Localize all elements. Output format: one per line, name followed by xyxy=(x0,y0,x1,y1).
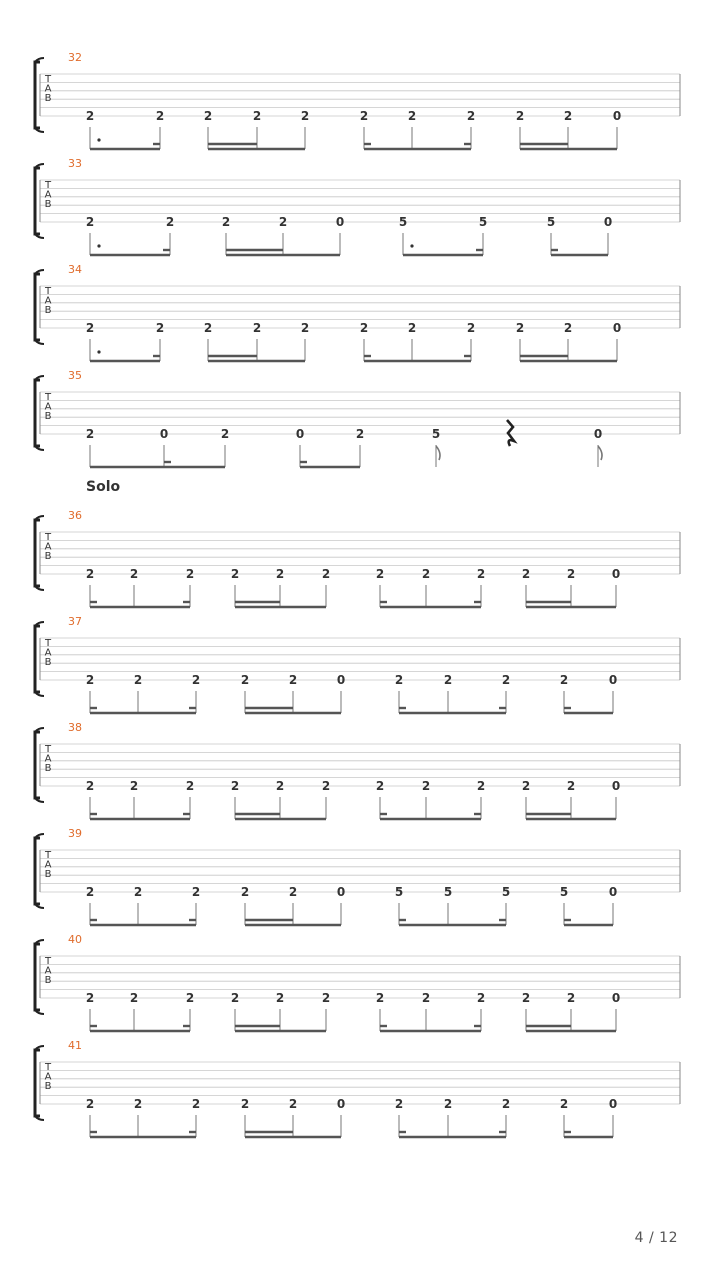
tab-clef-letter: T xyxy=(44,956,52,967)
fret-number: 2 xyxy=(407,109,417,123)
fret-number: 2 xyxy=(394,673,404,687)
dot xyxy=(410,244,413,247)
fret-number: 0 xyxy=(608,673,618,687)
beat-group xyxy=(204,109,309,149)
note-flag xyxy=(436,446,440,460)
tab-clef-letter: B xyxy=(44,551,52,562)
fret-number: 2 xyxy=(566,567,576,581)
beat-group xyxy=(516,321,621,361)
tab-system xyxy=(35,615,680,713)
measure-number: 37 xyxy=(68,615,82,628)
note-flag xyxy=(598,446,602,460)
system-bracket xyxy=(35,626,40,692)
fret-number: 2 xyxy=(275,567,285,581)
beat-group xyxy=(507,420,514,446)
fret-number: 2 xyxy=(133,885,143,899)
beat-group xyxy=(86,109,164,149)
tab-clef-letter: A xyxy=(44,965,52,977)
fret-number: 2 xyxy=(288,1097,298,1111)
fret-number: 2 xyxy=(85,991,95,1005)
beat-group xyxy=(432,427,440,467)
beat-group xyxy=(222,215,344,255)
measure-number: 41 xyxy=(68,1039,82,1052)
beat-group xyxy=(376,779,485,819)
fret-number: 5 xyxy=(501,885,511,899)
quarter-rest xyxy=(507,420,514,446)
fret-number: 2 xyxy=(421,991,431,1005)
fret-number: 2 xyxy=(466,321,476,335)
fret-number: 0 xyxy=(593,427,603,441)
fret-number: 2 xyxy=(288,673,298,687)
fret-number: 2 xyxy=(165,215,175,229)
beat-group xyxy=(231,567,330,607)
tab-clef-letter: T xyxy=(44,850,52,861)
system-bracket xyxy=(35,274,40,340)
fret-number: 5 xyxy=(559,885,569,899)
fret-number: 0 xyxy=(612,321,622,335)
fret-number: 2 xyxy=(359,321,369,335)
fret-number: 2 xyxy=(476,991,486,1005)
fret-number: 0 xyxy=(336,673,346,687)
fret-number: 2 xyxy=(230,779,240,793)
fret-number: 2 xyxy=(321,567,331,581)
beat-group xyxy=(241,885,345,925)
fret-number: 2 xyxy=(521,991,531,1005)
fret-number: 2 xyxy=(275,779,285,793)
fret-number: 2 xyxy=(240,1097,250,1111)
system-bracket xyxy=(35,732,40,798)
fret-number: 2 xyxy=(515,321,525,335)
beat-group xyxy=(86,991,194,1031)
tab-clef-letter: A xyxy=(44,83,52,95)
beat-group xyxy=(560,1097,617,1137)
tab-clef-letter: A xyxy=(44,189,52,201)
fret-number: 0 xyxy=(608,885,618,899)
tab-clef-letter: A xyxy=(44,1071,52,1083)
fret-number: 5 xyxy=(443,885,453,899)
fret-number: 2 xyxy=(559,673,569,687)
fret-number: 0 xyxy=(611,991,621,1005)
beat-group xyxy=(594,427,602,467)
beat-group xyxy=(86,885,200,925)
fret-number: 2 xyxy=(566,991,576,1005)
tab-clef-letter: A xyxy=(44,859,52,871)
beat-group xyxy=(86,567,194,607)
beat-group xyxy=(86,215,174,255)
tab-system xyxy=(35,479,680,607)
beat-group xyxy=(231,779,330,819)
fret-number: 2 xyxy=(85,109,95,123)
beat-group xyxy=(204,321,309,361)
section-label: Solo xyxy=(86,479,121,495)
fret-number: 2 xyxy=(476,567,486,581)
fret-number: 2 xyxy=(240,673,250,687)
tab-clef-letter: T xyxy=(44,532,52,543)
fret-number: 2 xyxy=(85,567,95,581)
fret-number: 2 xyxy=(300,321,310,335)
fret-number: 2 xyxy=(191,885,201,899)
fret-number: 2 xyxy=(230,991,240,1005)
fret-number: 5 xyxy=(394,885,404,899)
fret-number: 2 xyxy=(521,779,531,793)
fret-number: 2 xyxy=(321,779,331,793)
beat-group xyxy=(241,1097,345,1137)
fret-number: 2 xyxy=(501,1097,511,1111)
dot xyxy=(97,350,100,353)
tab-system xyxy=(35,51,680,149)
fret-number: 2 xyxy=(563,109,573,123)
fret-number: 2 xyxy=(421,567,431,581)
fret-number: 2 xyxy=(566,779,576,793)
measure-number: 32 xyxy=(68,51,82,64)
fret-number: 2 xyxy=(203,109,213,123)
beat-group xyxy=(395,673,510,713)
fret-number: 2 xyxy=(203,321,213,335)
fret-number: 2 xyxy=(191,1097,201,1111)
fret-number: 0 xyxy=(336,1097,346,1111)
fret-number: 2 xyxy=(394,1097,404,1111)
measure-number: 33 xyxy=(68,157,82,170)
beat-group xyxy=(560,673,617,713)
fret-number: 2 xyxy=(230,567,240,581)
tab-clef-letter: B xyxy=(44,975,52,986)
tab-clef-letter: A xyxy=(44,753,52,765)
fret-number: 2 xyxy=(221,215,231,229)
beat-group xyxy=(522,567,620,607)
beat-group xyxy=(360,109,475,149)
system-bracket xyxy=(35,944,40,1010)
tab-system xyxy=(35,263,680,361)
fret-number: 5 xyxy=(398,215,408,229)
dot xyxy=(97,244,100,247)
fret-number: 2 xyxy=(133,1097,143,1111)
fret-number: 0 xyxy=(159,427,169,441)
beat-group xyxy=(376,991,485,1031)
beat-group xyxy=(399,215,487,255)
tab-clef-letter: T xyxy=(44,180,52,191)
fret-number: 2 xyxy=(85,215,95,229)
page-number: 4 / 12 xyxy=(634,1230,678,1246)
fret-number: 2 xyxy=(185,991,195,1005)
tab-clef-letter: A xyxy=(44,541,52,553)
beat-group xyxy=(86,1097,200,1137)
measure-number: 35 xyxy=(68,369,82,382)
system-bracket xyxy=(35,838,40,904)
beat-group xyxy=(522,779,620,819)
fret-number: 0 xyxy=(603,215,613,229)
tab-system xyxy=(35,827,680,925)
fret-number: 5 xyxy=(431,427,441,441)
beat-group xyxy=(395,1097,510,1137)
system-bracket xyxy=(35,380,40,446)
fret-number: 2 xyxy=(300,109,310,123)
fret-number: 5 xyxy=(546,215,556,229)
fret-number: 2 xyxy=(443,673,453,687)
tab-clef-letter: B xyxy=(44,869,52,880)
dot xyxy=(97,138,100,141)
system-bracket xyxy=(35,62,40,128)
fret-number: 2 xyxy=(278,215,288,229)
beat-group xyxy=(522,991,620,1031)
beat-group xyxy=(86,673,200,713)
fret-number: 2 xyxy=(85,673,95,687)
tab-clef-letter: B xyxy=(44,411,52,422)
fret-number: 2 xyxy=(191,673,201,687)
fret-number: 2 xyxy=(321,991,331,1005)
fret-number: 0 xyxy=(336,885,346,899)
tab-system xyxy=(35,933,680,1031)
tab-system xyxy=(35,369,680,467)
beat-group xyxy=(296,427,364,467)
fret-number: 2 xyxy=(133,673,143,687)
tab-system xyxy=(35,1039,680,1137)
beat-group xyxy=(360,321,475,361)
beat-group xyxy=(547,215,612,255)
system-bracket xyxy=(35,168,40,234)
fret-number: 2 xyxy=(355,427,365,441)
fret-number: 0 xyxy=(295,427,305,441)
fret-number: 5 xyxy=(478,215,488,229)
tab-clef-letter: B xyxy=(44,93,52,104)
tab-clef-letter: B xyxy=(44,199,52,210)
tab-clef-letter: B xyxy=(44,657,52,668)
fret-number: 2 xyxy=(375,779,385,793)
fret-number: 2 xyxy=(563,321,573,335)
beat-group xyxy=(231,991,330,1031)
fret-number: 2 xyxy=(501,673,511,687)
fret-number: 2 xyxy=(466,109,476,123)
fret-number: 0 xyxy=(611,779,621,793)
fret-number: 0 xyxy=(612,109,622,123)
beat-group xyxy=(516,109,621,149)
measure-number: 39 xyxy=(68,827,82,840)
fret-number: 2 xyxy=(85,321,95,335)
fret-number: 2 xyxy=(185,567,195,581)
beat-group xyxy=(395,885,510,925)
tab-clef-letter: A xyxy=(44,295,52,307)
fret-number: 2 xyxy=(288,885,298,899)
fret-number: 2 xyxy=(375,991,385,1005)
fret-number: 2 xyxy=(129,991,139,1005)
fret-number: 2 xyxy=(515,109,525,123)
beat-group xyxy=(560,885,617,925)
tab-clef-letter: B xyxy=(44,305,52,316)
fret-number: 0 xyxy=(335,215,345,229)
beat-group xyxy=(241,673,345,713)
fret-number: 2 xyxy=(129,567,139,581)
beat-group xyxy=(86,427,229,467)
beat-group xyxy=(376,567,485,607)
fret-number: 2 xyxy=(85,1097,95,1111)
fret-number: 2 xyxy=(375,567,385,581)
measure-number: 34 xyxy=(68,263,82,276)
tab-clef-letter: T xyxy=(44,286,52,297)
fret-number: 2 xyxy=(85,885,95,899)
fret-number: 2 xyxy=(443,1097,453,1111)
system-bracket xyxy=(35,1050,40,1116)
fret-number: 2 xyxy=(252,321,262,335)
fret-number: 2 xyxy=(559,1097,569,1111)
tab-clef-letter: B xyxy=(44,763,52,774)
fret-number: 2 xyxy=(85,779,95,793)
fret-number: 0 xyxy=(611,567,621,581)
fret-number: 2 xyxy=(85,427,95,441)
fret-number: 2 xyxy=(220,427,230,441)
fret-number: 2 xyxy=(155,109,165,123)
fret-number: 2 xyxy=(407,321,417,335)
tab-system xyxy=(35,157,680,255)
fret-number: 2 xyxy=(240,885,250,899)
tab-clef-letter: T xyxy=(44,74,52,85)
fret-number: 2 xyxy=(252,109,262,123)
fret-number: 2 xyxy=(275,991,285,1005)
measure-number: 36 xyxy=(68,509,82,522)
tab-system xyxy=(35,721,680,819)
system-bracket xyxy=(35,520,40,586)
fret-number: 2 xyxy=(421,779,431,793)
beat-group xyxy=(86,779,194,819)
fret-number: 2 xyxy=(129,779,139,793)
measure-number: 38 xyxy=(68,721,82,734)
tab-clef-letter: T xyxy=(44,638,52,649)
fret-number: 2 xyxy=(359,109,369,123)
fret-number: 2 xyxy=(476,779,486,793)
tab-clef-letter: B xyxy=(44,1081,52,1092)
fret-number: 2 xyxy=(521,567,531,581)
tab-clef-letter: T xyxy=(44,392,52,403)
fret-number: 2 xyxy=(185,779,195,793)
tab-clef-letter: T xyxy=(44,1062,52,1073)
tab-clef-letter: T xyxy=(44,744,52,755)
beat-group xyxy=(86,321,164,361)
measure-number: 40 xyxy=(68,933,82,946)
tab-clef-letter: A xyxy=(44,647,52,659)
fret-number: 0 xyxy=(608,1097,618,1111)
tab-clef-letter: A xyxy=(44,401,52,413)
fret-number: 2 xyxy=(155,321,165,335)
